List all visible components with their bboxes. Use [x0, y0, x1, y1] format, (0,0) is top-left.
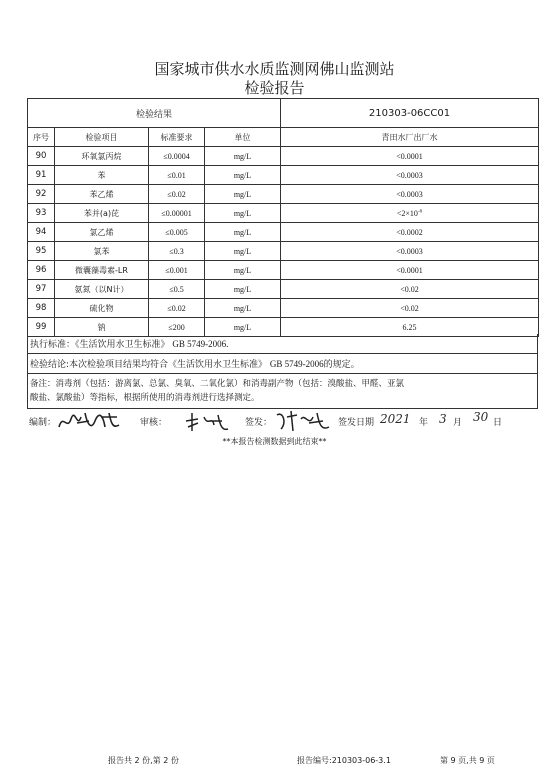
row-std: ≤0.3 — [149, 242, 205, 261]
result-base: <2×10 — [396, 208, 418, 218]
row-result: 6.25 — [281, 318, 539, 337]
row-std: ≤0.00001 — [149, 204, 205, 223]
row-item: 苯 — [55, 166, 149, 185]
table-row — [28, 185, 539, 204]
execution-standard — [27, 334, 538, 354]
col-header-seq: 序号 — [28, 128, 55, 147]
row-unit: mg/L — [205, 185, 281, 204]
results-table — [27, 98, 539, 337]
row-result: <0.02 — [281, 299, 539, 318]
standard-text: 执行标准：《生活饮用水卫生标准》 — [30, 340, 170, 350]
row-std: ≤0.5 — [149, 280, 205, 299]
conclusion-code: GB 5749-2006 — [269, 359, 324, 369]
row-item: 苯乙烯 — [55, 185, 149, 204]
row-std: ≤0.02 — [149, 185, 205, 204]
row-unit: mg/L — [205, 147, 281, 166]
row-no: 96 — [28, 261, 55, 280]
row-item: 苯并(a)芘 — [55, 204, 149, 223]
row-no: 98 — [28, 299, 55, 318]
remark-line-1: 备注：消毒剂（包括：游离氯、总氯、臭氧、二氧化氯）和消毒副产物（包括：溴酸盐、甲醛、亚氯 — [30, 379, 405, 389]
standard-code: GB 5749-2006. — [172, 339, 229, 349]
row-no: 92 — [28, 185, 55, 204]
row-std: ≤0.01 — [149, 166, 205, 185]
table-row — [28, 166, 539, 185]
conclusion-suffix: 的规定。 — [323, 360, 360, 370]
row-result: <0.0003 — [281, 242, 539, 261]
row-item: 钠 — [55, 318, 149, 337]
table-row — [28, 280, 539, 299]
row-item: 氯乙烯 — [55, 223, 149, 242]
year-unit: 年 — [419, 418, 429, 428]
row-std: ≤0.005 — [149, 223, 205, 242]
row-no: 94 — [28, 223, 55, 242]
row-unit: mg/L — [205, 204, 281, 223]
result-exponent: -6 — [417, 208, 423, 214]
signature-row — [27, 409, 538, 433]
day-unit: 日 — [493, 418, 503, 428]
row-no: 90 — [28, 147, 55, 166]
footer-report-no: 报告编号:210303-06-3.1 — [297, 756, 391, 765]
table-row — [28, 204, 539, 223]
col-header-item: 检验项目 — [55, 128, 149, 147]
row-item: 微囊藻毒素-LR — [55, 261, 149, 280]
row-unit: mg/L — [205, 280, 281, 299]
row-item: 氨氮（以N计） — [55, 280, 149, 299]
table-row — [28, 261, 539, 280]
row-std: ≤200 — [149, 318, 205, 337]
row-std: ≤0.0004 — [149, 147, 205, 166]
reviewer-signature — [182, 411, 232, 435]
report-subtitle: 检验报告 — [244, 79, 305, 97]
row-unit: mg/L — [205, 166, 281, 185]
table-row — [28, 299, 539, 318]
report-title: 国家城市供水水质监测网佛山监测站 — [154, 60, 395, 78]
reviewer-label: 审核： — [140, 418, 168, 428]
issue-date-label: 签发日期 — [338, 418, 375, 428]
conclusion-text: 检验结论:本次检验项目结果均符合《生活饮用水卫生标准》 — [30, 360, 268, 370]
month-unit: 月 — [453, 418, 463, 428]
row-unit: mg/L — [205, 318, 281, 337]
row-std: ≤0.02 — [149, 299, 205, 318]
row-unit: mg/L — [205, 299, 281, 318]
col-header-sample: 青田水厂出厂水 — [281, 128, 539, 147]
date-year: 2021 — [380, 412, 411, 426]
table-row — [28, 223, 539, 242]
col-header-std: 标准要求 — [149, 128, 205, 147]
editor-signature — [55, 409, 125, 435]
row-item: 环氧氯丙烷 — [55, 147, 149, 166]
row-no: 97 — [28, 280, 55, 299]
row-unit: mg/L — [205, 261, 281, 280]
end-note: **本报告检测数据到此结束** — [222, 437, 327, 446]
issuer-label: 签发： — [245, 418, 273, 428]
row-no: 91 — [28, 166, 55, 185]
issuer-signature — [273, 409, 333, 435]
row-result — [281, 204, 539, 223]
row-result: <0.0002 — [281, 223, 539, 242]
row-unit: mg/L — [205, 223, 281, 242]
row-result: <0.02 — [281, 280, 539, 299]
col-header-unit: 单位 — [205, 128, 281, 147]
table-row — [28, 242, 539, 261]
row-no: 99 — [28, 318, 55, 337]
row-no: 93 — [28, 204, 55, 223]
row-result: <0.0001 — [281, 147, 539, 166]
remark-line-2: 酸盐、氯酸盐）等指标，根据所使用的消毒剂进行选择测定。 — [30, 393, 260, 403]
row-result: <0.0001 — [281, 261, 539, 280]
footer-copies: 报告共 2 份,第 2 份 — [108, 756, 179, 765]
test-conclusion — [27, 354, 538, 374]
date-month: 3 — [439, 412, 447, 426]
row-item: 氯苯 — [55, 242, 149, 261]
table-row — [28, 147, 539, 166]
report-code: 210303-06CC01 — [281, 99, 539, 128]
row-unit: mg/L — [205, 242, 281, 261]
remark — [27, 374, 538, 409]
row-result: <0.0003 — [281, 185, 539, 204]
row-result: <0.0003 — [281, 166, 539, 185]
footer-pages: 第 9 页,共 9 页 — [440, 756, 495, 765]
row-no: 95 — [28, 242, 55, 261]
editor-label: 编制： — [29, 418, 57, 428]
row-std: ≤0.001 — [149, 261, 205, 280]
table-header-top — [28, 99, 539, 128]
result-label: 检验结果 — [28, 99, 281, 128]
date-day: 30 — [473, 410, 489, 424]
table-header-columns — [28, 128, 539, 147]
row-item: 硫化物 — [55, 299, 149, 318]
